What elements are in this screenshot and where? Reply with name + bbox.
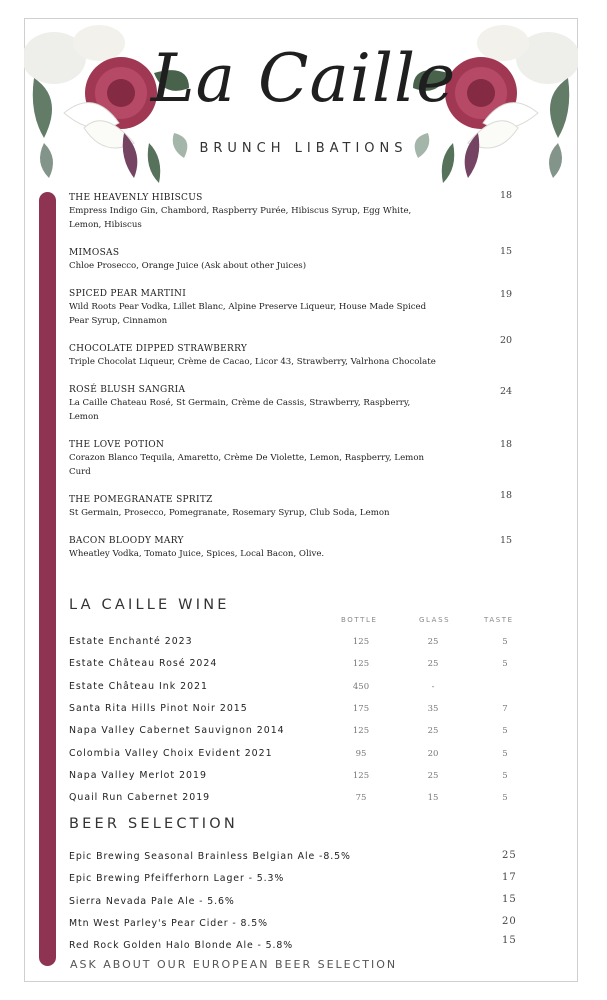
cocktail-item bbox=[69, 192, 489, 232]
cocktail-item bbox=[69, 384, 489, 424]
wine-bottle-price: 125 bbox=[352, 770, 370, 781]
cocktail-price: 20 bbox=[500, 335, 513, 346]
column-header-bottle: BOTTLE bbox=[341, 616, 378, 624]
wine-glass-price: 25 bbox=[427, 637, 439, 647]
cocktail-name: SPICED PEAR MARTINI bbox=[69, 289, 187, 299]
wine-glass-price: 20 bbox=[427, 748, 439, 759]
cocktail-item bbox=[69, 247, 489, 274]
wine-glass-price: 25 bbox=[427, 726, 439, 737]
wine-bottle-price: 75 bbox=[355, 793, 367, 804]
wine-glass-price: - bbox=[431, 681, 435, 692]
cocktail-price: 15 bbox=[500, 535, 513, 546]
beer-name: Mtn West Parley's Pear Cider - 8.5% bbox=[69, 917, 268, 929]
cocktail-description: Wild Roots Pear Vodka, Lillet Blanc, Alpine Preserve Liqueur, House Made Spiced bbox=[69, 302, 427, 312]
beer-section-title: BEER SELECTION bbox=[69, 816, 238, 832]
wine-glass-price: 15 bbox=[427, 793, 439, 804]
wine-taste-price: 7 bbox=[502, 703, 508, 714]
cocktail-price: 18 bbox=[500, 439, 513, 450]
cocktail-name: MIMOSAS bbox=[69, 248, 120, 258]
cocktail-description: Wheatley Vodka, Tomato Juice, Spices, Local Bacon, Olive. bbox=[69, 549, 325, 559]
cocktail-name: BACON BLOODY MARY bbox=[69, 536, 184, 546]
wine-name: Colombia Valley Choix Evident 2021 bbox=[69, 747, 273, 759]
cocktail-name: THE HEAVENLY HIBISCUS bbox=[69, 193, 203, 203]
beer-price: 17 bbox=[502, 872, 517, 883]
cocktail-description: Empress Indigo Gin, Chambord, Raspberry Purée, Hibiscus Syrup, Egg White, bbox=[69, 206, 412, 216]
beer-name: Epic Brewing Pfeifferhorn Lager - 5.3% bbox=[69, 873, 285, 885]
wine-name: Santa Rita Hills Pinot Noir 2015 bbox=[69, 702, 248, 714]
cocktail-name: THE POMEGRANATE SPRITZ bbox=[69, 495, 213, 505]
wine-name: Estate Château Rosé 2024 bbox=[69, 658, 218, 670]
cocktail-description: Curd bbox=[69, 466, 91, 477]
footer-note: ASK ABOUT OUR EUROPEAN BEER SELECTION bbox=[70, 958, 398, 971]
wine-taste-price: 5 bbox=[502, 748, 508, 759]
column-header-glass: GLASS bbox=[419, 616, 451, 624]
cocktail-item bbox=[69, 288, 489, 328]
cocktail-name: CHOCOLATE DIPPED STRAWBERRY bbox=[69, 344, 248, 354]
wine-name: Estate Enchanté 2023 bbox=[69, 636, 193, 647]
cocktail-price: 18 bbox=[500, 190, 513, 201]
cocktail-name: ROSÉ BLUSH SANGRIA bbox=[69, 385, 186, 395]
cocktail-description: Lemon bbox=[69, 411, 99, 422]
beer-name: Sierra Nevada Pale Ale - 5.6% bbox=[69, 895, 235, 907]
wine-glass-price: 35 bbox=[427, 703, 439, 714]
wine-bottle-price: 175 bbox=[352, 703, 370, 714]
cocktail-name: THE LOVE POTION bbox=[69, 440, 165, 450]
menu-subtitle: BRUNCH LIBATIONS bbox=[199, 141, 408, 156]
cocktail-price: 15 bbox=[500, 246, 513, 257]
cocktail-description: Chloe Prosecco, Orange Juice (Ask about other Juices) bbox=[69, 261, 307, 271]
cocktail-description: Lemon, Hibiscus bbox=[69, 219, 142, 230]
wine-taste-price: 5 bbox=[502, 793, 508, 804]
beer-price: 15 bbox=[502, 894, 517, 905]
wine-name: Estate Château Ink 2021 bbox=[69, 680, 208, 692]
beer-name: Epic Brewing Seasonal Brainless Belgian Ale -8.5% bbox=[69, 851, 351, 862]
wine-bottle-price: 450 bbox=[352, 681, 370, 692]
cocktail-item bbox=[69, 343, 489, 370]
wine-section-title: LA CAILLE WINE bbox=[69, 597, 230, 613]
wine-bottle-price: 125 bbox=[352, 637, 370, 647]
wine-taste-price: 5 bbox=[502, 659, 508, 670]
beer-price: 15 bbox=[502, 935, 517, 946]
cocktail-description: Corazon Blanco Tequila, Amaretto, Crème De Violette, Lemon, Raspberry, Lemon bbox=[69, 453, 425, 463]
cocktail-item bbox=[69, 535, 489, 562]
cocktail-description: Pear Syrup, Cinnamon bbox=[69, 315, 168, 326]
restaurant-logo-title: La Caille bbox=[150, 40, 457, 117]
cocktail-description: Triple Chocolat Liqueur, Crème de Cacao, Licor 43, Strawberry, Valrhona Chocolate bbox=[69, 357, 436, 367]
wine-bottle-price: 125 bbox=[352, 659, 370, 670]
wine-bottle-price: 95 bbox=[355, 748, 367, 759]
wine-taste-price: 5 bbox=[502, 726, 508, 737]
wine-name: Napa Valley Cabernet Sauvignon 2014 bbox=[69, 725, 285, 737]
wine-glass-price: 25 bbox=[427, 770, 439, 781]
beer-name: Red Rock Golden Halo Blonde Ale - 5.8% bbox=[69, 940, 294, 952]
cocktail-price: 18 bbox=[500, 490, 513, 501]
wine-glass-price: 25 bbox=[427, 659, 439, 670]
wine-name: Napa Valley Merlot 2019 bbox=[69, 769, 207, 781]
cocktail-price: 19 bbox=[500, 289, 513, 300]
wine-bottle-price: 125 bbox=[352, 726, 370, 737]
cocktail-description: La Caille Chateau Rosé, St Germain, Crème de Cassis, Strawberry, Raspberry, bbox=[69, 398, 411, 408]
wine-name: Quail Run Cabernet 2019 bbox=[69, 792, 211, 804]
cocktail-item bbox=[69, 439, 489, 479]
wine-taste-price: 5 bbox=[502, 770, 508, 781]
cocktail-price: 24 bbox=[500, 386, 513, 397]
accent-sidebar-bar bbox=[39, 192, 56, 966]
cocktail-description: St Germain, Prosecco, Pomegranate, Rosemary Syrup, Club Soda, Lemon bbox=[69, 508, 390, 518]
cocktail-item bbox=[69, 494, 489, 521]
beer-price: 25 bbox=[502, 850, 517, 861]
beer-price: 20 bbox=[502, 916, 517, 927]
column-header-taste: TASTE bbox=[484, 616, 514, 624]
wine-taste-price: 5 bbox=[502, 637, 508, 647]
